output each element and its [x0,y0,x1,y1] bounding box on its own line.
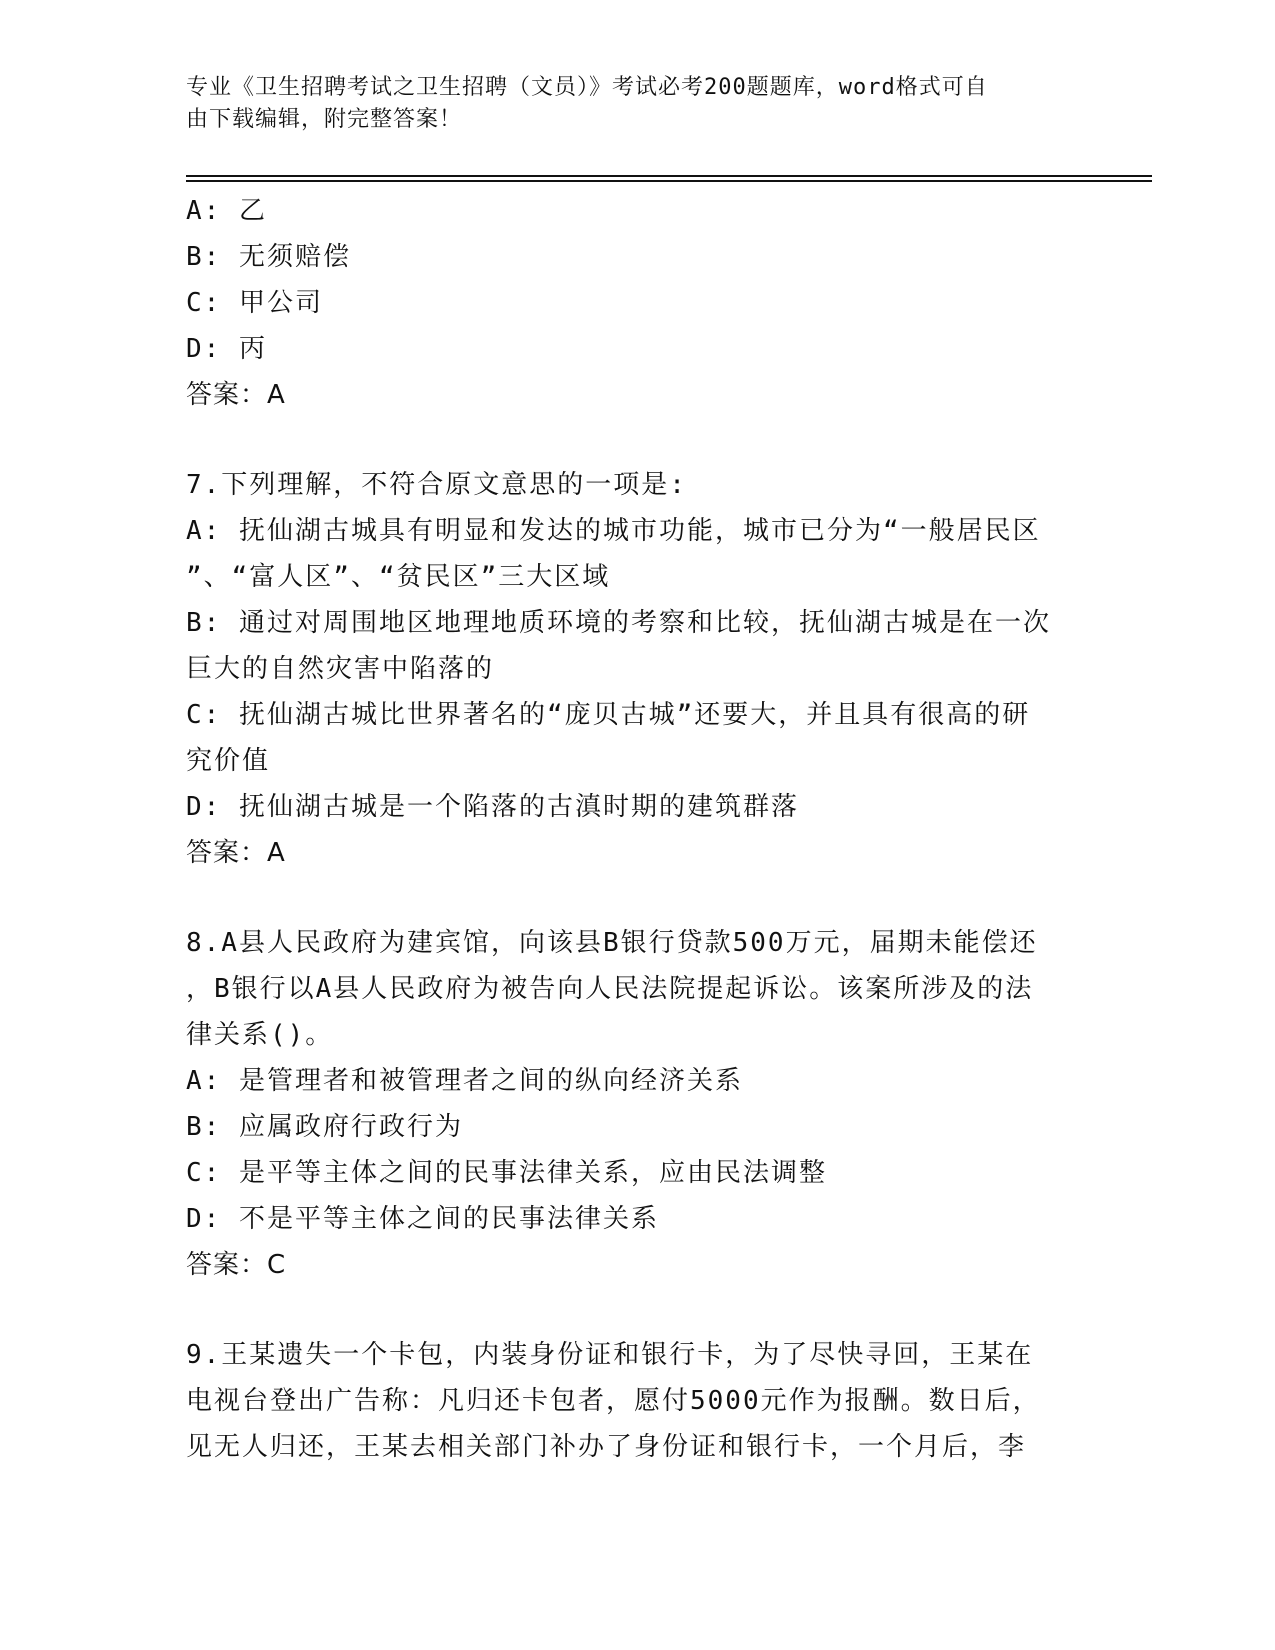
spacer [186,1288,1086,1332]
answer: 答案：A [186,380,286,410]
document-header [186,72,1066,136]
option-a-continued: ”、“富人区”、“贫民区”三大区域 [186,562,611,592]
option-d: D: 不是平等主体之间的民事法律关系 [186,1204,659,1234]
option-c: C: 是平等主体之间的民事法律关系，应由民法调整 [186,1158,827,1188]
option-d: D: 抚仙湖古城是一个陷落的古滇时期的建筑群落 [186,792,799,822]
option-c: C: 抚仙湖古城比世界著名的“庞贝古城”还要大，并且具有很高的研 [186,700,1031,730]
question-6-options [186,188,1086,418]
option-c-continued: 究价值 [186,746,271,776]
option-a: A: 是管理者和被管理者之间的纵向经济关系 [186,1066,743,1096]
question-7 [186,462,1086,876]
option-b: B: 通过对周围地区地理地质环境的考察和比较，抚仙湖古城是在一次 [186,608,1051,638]
question-stem-continued: ，B银行以A县人民政府为被告向人民法院提起诉讼。该案所涉及的法 [186,974,1034,1004]
answer: 答案：C [186,1250,287,1280]
question-stem: 9.王某遗失一个卡包，内装身份证和银行卡，为了尽快寻回，王某在 [186,1340,1034,1370]
option-c: C: 甲公司 [186,288,323,318]
option-a: A: 抚仙湖古城具有明显和发达的城市功能，城市已分为“一般居民区 [186,516,1041,546]
question-stem-continued: 见无人归还，王某去相关部门补办了身份证和银行卡，一个月后，李 [186,1432,1027,1462]
question-stem: 8.A县人民政府为建宾馆，向该县B银行贷款500万元，届期未能偿还 [186,928,1038,958]
question-stem: 7.下列理解，不符合原文意思的一项是: [186,470,687,500]
option-b-continued: 巨大的自然灾害中陷落的 [186,654,495,684]
question-8 [186,920,1086,1288]
option-d: D: 丙 [186,334,267,364]
option-b: B: 应属政府行政行为 [186,1112,463,1142]
header-rule-top [186,175,1152,177]
question-stem-continued: 电视台登出广告称：凡归还卡包者，愿付5000元作为报酬。数日后， [186,1386,1041,1416]
spacer [186,876,1086,920]
spacer [186,418,1086,462]
header-rule-bottom [186,180,1152,182]
header-line-1: 专业《卫生招聘考试之卫生招聘（文员）》考试必考200题题库，word格式可自 [186,75,988,100]
answer: 答案：A [186,838,286,868]
document-body [186,188,1086,1470]
option-b: B: 无须赔偿 [186,242,351,272]
option-a: A: 乙 [186,196,267,226]
header-line-2: 由下载编辑，附完整答案！ [186,107,463,132]
question-stem-continued: 律关系()。 [186,1020,334,1050]
question-9 [186,1332,1086,1470]
